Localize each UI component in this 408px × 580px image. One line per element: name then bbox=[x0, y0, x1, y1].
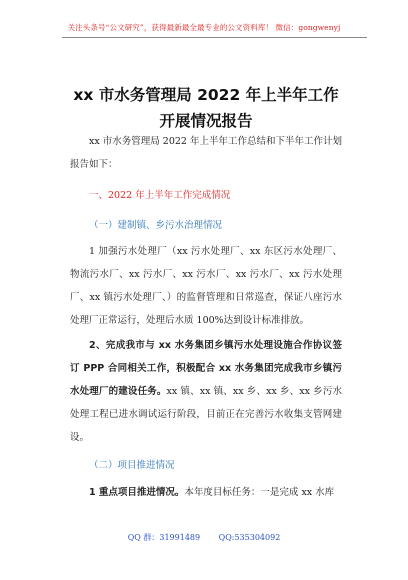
paragraph-item-2 bbox=[70, 334, 342, 449]
paragraph-item-3 bbox=[70, 481, 342, 504]
section-heading-1: 一、2022 年上半年工作完成情况 bbox=[89, 190, 231, 201]
header-divider bbox=[62, 37, 367, 38]
header-note: 关注头条号“公文研究”，获得最新最全最专业的公文资料库！ 微信：gongwenyj bbox=[67, 23, 341, 32]
document-title: xx 市水务管理局 2022 年上半年工作开展情况报告 bbox=[73, 86, 339, 130]
paragraph-item-1: 1 加强污水处理厂（xx 污水处理厂、xx 东区污水处理厂、物流污水厂、xx 污水厂、xx 污水厂、xx 污水厂、xx 污水处理厂、xx 镇污水处理厂、）的监督管理和日常巡查，保证八座污水处理厂正常运行，处理后水质 100%达到设计标准排放。 bbox=[70, 246, 342, 326]
footer-qq-group: QQ 群：31991489 bbox=[127, 533, 201, 542]
intro-paragraph: xx 市水务管理局 2022 年上半年工作总结和下半年工作计划报告如下： bbox=[70, 136, 342, 170]
subsection-heading-1: （一）建制镇、乡污水治理情况 bbox=[89, 220, 223, 231]
footer bbox=[0, 532, 408, 543]
subsection-heading-2: （二）项目推进情况 bbox=[89, 460, 175, 471]
footer-qq-contact: QQ:535304092 bbox=[218, 533, 281, 542]
item-2-text: xx 镇、xx 镇、xx 乡、xx 乡、xx 乡污水处理工程已进水调试运行阶段，目前正在完善污水收集支管网建设。 bbox=[70, 386, 342, 443]
item-3-bold-lead: 1 重点项目推进情况。 bbox=[89, 487, 185, 498]
item-2-bold-lead: 2、完成我市与 xx 水务集团乡镇污水处理设施合作协议签订 PPP 合同相关工作，积极配合 xx 水务集团完成我市乡镇污水处理厂的建设任务。 bbox=[70, 340, 342, 397]
item-3-text: 本年度目标任务：一是完成 xx 水库 bbox=[184, 487, 335, 498]
